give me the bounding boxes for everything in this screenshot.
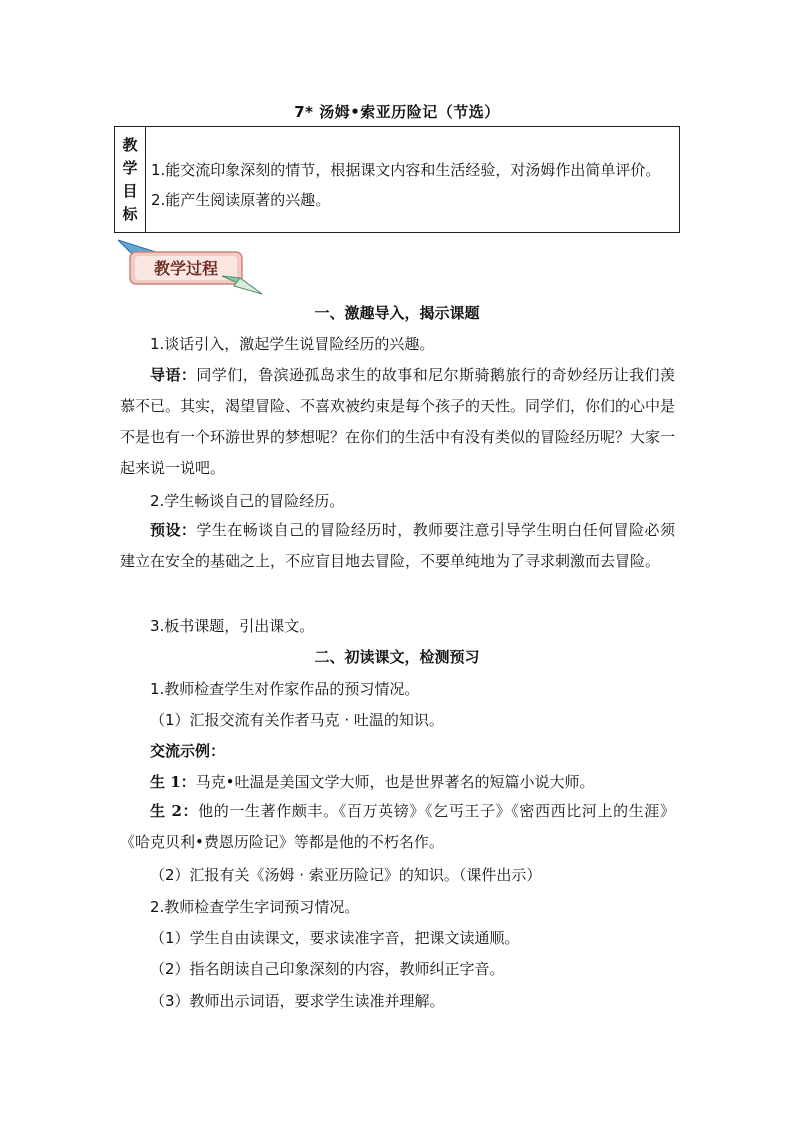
sub-item: （2）指名朗读自己印象深刻的内容，教师纠正字音。: [150, 960, 505, 978]
lesson-title: 7* 汤姆•索亚历险记（节选）: [294, 103, 500, 121]
step-item: 2.学生畅谈自己的冒险经历。: [150, 492, 345, 510]
teaching-process-banner: [116, 238, 264, 296]
goal-item: 1.能交流印象深刻的情节，根据课文内容和生活经验，对汤姆作出简单评价。: [151, 161, 661, 179]
guide-paragraph: [120, 360, 675, 484]
sub-item: （3）教师出示词语，要求学生读准并理解。: [150, 992, 445, 1010]
step-item: 1.教师检查学生对作家作品的预习情况。: [150, 680, 420, 698]
goal-label-char: 目: [122, 181, 138, 200]
goal-item: 2.能产生阅读原著的兴趣。: [151, 191, 331, 209]
student-label: 生 1：: [150, 773, 196, 791]
student-label: 生 2：: [150, 802, 199, 820]
student-text: 他的一生著作颇丰。《百万英镑》《乞丐王子》《密西西比河上的生涯》《哈克贝利•费恩历险记》等都是他的不朽名作。: [120, 802, 675, 851]
section-heading: 一、激趣导入，揭示课题: [314, 304, 480, 322]
teaching-goals-table: [114, 126, 680, 233]
step-item: 2.教师检查学生字词预习情况。: [150, 898, 360, 916]
preset-paragraph: [120, 515, 675, 577]
preset-text: 学生在畅谈自己的冒险经历时，教师要注意引导学生明白任何冒险必须建立在安全的基础之上，不应盲目地去冒险，不要单纯地为了寻求刺激而去冒险。: [120, 521, 675, 570]
guide-label: 导语：: [150, 366, 197, 384]
goal-label-char: 教: [122, 135, 138, 154]
section-heading: 二、初读课文，检测预习: [314, 648, 480, 666]
example-label: 交流示例：: [150, 742, 226, 760]
step-item: 3.板书课题，引出课文。: [150, 617, 315, 635]
guide-text: 同学们，鲁滨逊孤岛求生的故事和尼尔斯骑鹅旅行的奇妙经历让我们羡慕不已。其实，渴望冒险、不喜欢被约束是每个孩子的天性。同学们，你们的心中是不是也有一个环游世界的梦想呢？在你们的生活中有没有类似的冒险经历呢？大家一起来说一说吧。: [120, 366, 676, 477]
sub-item: （1）学生自由读课文，要求读准字音，把课文读通顺。: [150, 929, 520, 947]
teaching-goals-label: [115, 127, 146, 232]
goal-label-char: 标: [122, 204, 138, 223]
teaching-goals-content: [146, 127, 679, 232]
student-text: 马克•吐温是美国文学大师，也是世界著名的短篇小说大师。: [195, 773, 595, 791]
student-reply: [150, 771, 710, 792]
preset-label: 预设：: [150, 521, 197, 539]
student-reply: [120, 796, 675, 858]
banner-text: 教学过程: [153, 259, 219, 278]
sub-item: （1）汇报交流有关作者马克 · 吐温的知识。: [150, 711, 444, 729]
sub-item: （2）汇报有关《汤姆 · 索亚历险记》的知识。（课件出示）: [150, 866, 542, 884]
goal-label-char: 学: [122, 158, 138, 177]
step-item: 1.谈话引入，激起学生说冒险经历的兴趣。: [150, 335, 435, 353]
